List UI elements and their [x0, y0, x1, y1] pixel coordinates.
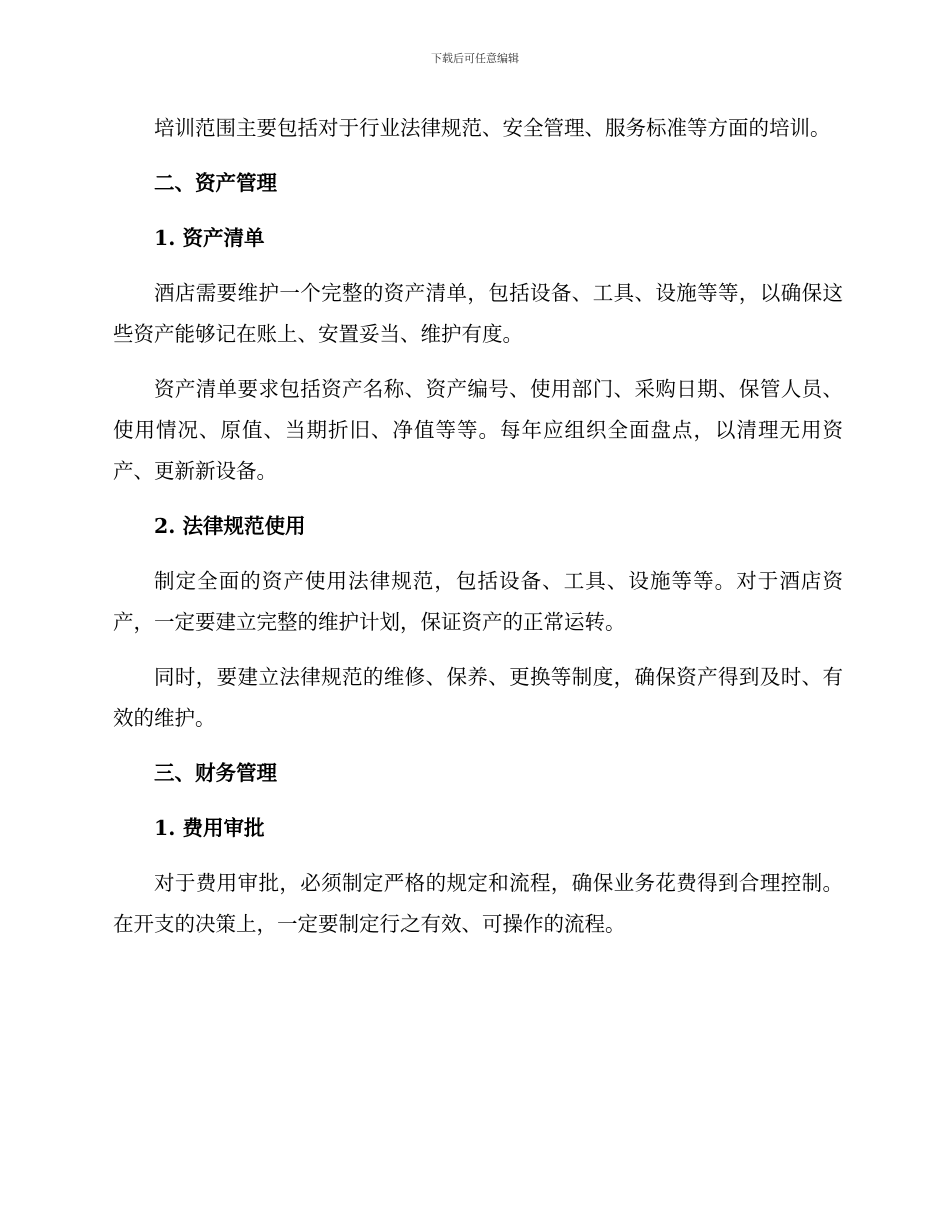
paragraph-maintenance-system: 同时，要建立法律规范的维修、保养、更换等制度，确保资产得到及时、有效的维护。 [113, 665, 843, 730]
subheading-expense-approval: 1. 费用审批 [154, 816, 265, 840]
subheading-legal-use: 2. 法律规范使用 [154, 514, 306, 538]
section-heading-finance-management: 三、财务管理 [154, 761, 277, 785]
section-heading-asset-management: 二、资产管理 [154, 171, 277, 195]
paragraph-asset-list-requirements: 资产清单要求包括资产名称、资产编号、使用部门、采购日期、保管人员、使用情况、原值、当期折旧、净值等等。每年应组织全面盘点，以清理无用资产、更新新设备。 [113, 377, 843, 483]
subheading-asset-list: 1. 资产清单 [154, 226, 265, 250]
header-note: 下载后可任意编辑 [431, 52, 519, 65]
paragraph-training-scope: 培训范围主要包括对于行业法律规范、安全管理、服务标准等方面的培训。 [154, 116, 831, 140]
paragraph-expense-approval: 对于费用审批，必须制定严格的规定和流程，确保业务花费得到合理控制。在开支的决策上，一定要制定行之有效、可操作的流程。 [113, 871, 843, 936]
paragraph-legal-use-rules: 制定全面的资产使用法律规范，包括设备、工具、设施等等。对于酒店资产，一定要建立完整的维护计划，保证资产的正常运转。 [113, 569, 843, 634]
document-body [113, 108, 843, 959]
paragraph-asset-list-intro: 酒店需要维护一个完整的资产清单，包括设备、工具、设施等等，以确保这些资产能够记在账上、安置妥当、维护有度。 [113, 281, 843, 346]
